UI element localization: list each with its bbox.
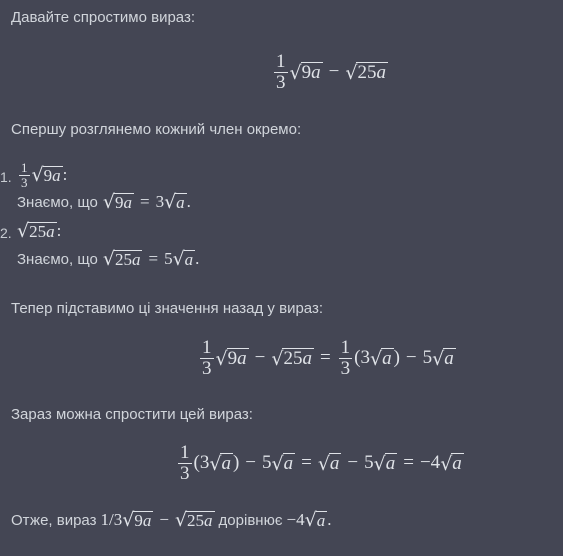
substitute-text: Тепер підставимо ці значення назад у вираз: xyxy=(11,300,324,317)
original-expression: $\frac{1}{3}$ √ 9a − √ 25a xyxy=(276,51,386,93)
sqrt-25a: √ 25a xyxy=(345,61,386,84)
list-number: 1. xyxy=(0,169,12,185)
sqrt-a: √ a xyxy=(164,190,185,213)
simplification-equation: $\frac{1}{3}$ ( 3 √ a ) − 5 √ a = √ a − 5 √ a = −4 √ a xyxy=(180,442,462,484)
sqrt-25a: √ 25a xyxy=(102,247,141,270)
conclusion-text: Отже, вираз 1 / 3 √ 9a − √ 25a дорівнює −4 √ a . xyxy=(11,508,332,531)
fraction-one-third: $\frac{1}{3}$ xyxy=(276,51,286,93)
fraction-one-third: $\frac{1}{3}$ xyxy=(21,159,28,190)
item-1-detail: Знаємо, що √ 9a = 3 √ a . xyxy=(17,190,191,213)
sqrt-9a: √ 9a xyxy=(289,61,321,84)
intro-text: Давайте спростимо вираз: xyxy=(11,9,196,26)
item-2-detail: Знаємо, що √ 25a = 5 √ a . xyxy=(17,247,200,270)
substitution-equation: $\frac{1}{3}$ √ 9a − √ 25a = $\frac{1}{3}$ ( 3 √ a ) − 5 √ a xyxy=(202,337,454,379)
consider-text: Спершу розглянемо кожний член окремо: xyxy=(11,121,302,138)
list-item-1: 1. $\frac{1}{3}$ √ 9a : xyxy=(0,159,68,190)
simplify-text: Зараз можна спростити цей вираз: xyxy=(11,406,253,423)
sqrt-a: √ a xyxy=(172,247,194,270)
list-number: 2. xyxy=(0,225,12,241)
sqrt-25a: √ 25a xyxy=(17,219,55,242)
sqrt-9a: √ 9a xyxy=(102,190,132,213)
sqrt-9a: √ 9a xyxy=(31,163,61,186)
list-item-2: 2. √ 25a : xyxy=(0,219,62,242)
